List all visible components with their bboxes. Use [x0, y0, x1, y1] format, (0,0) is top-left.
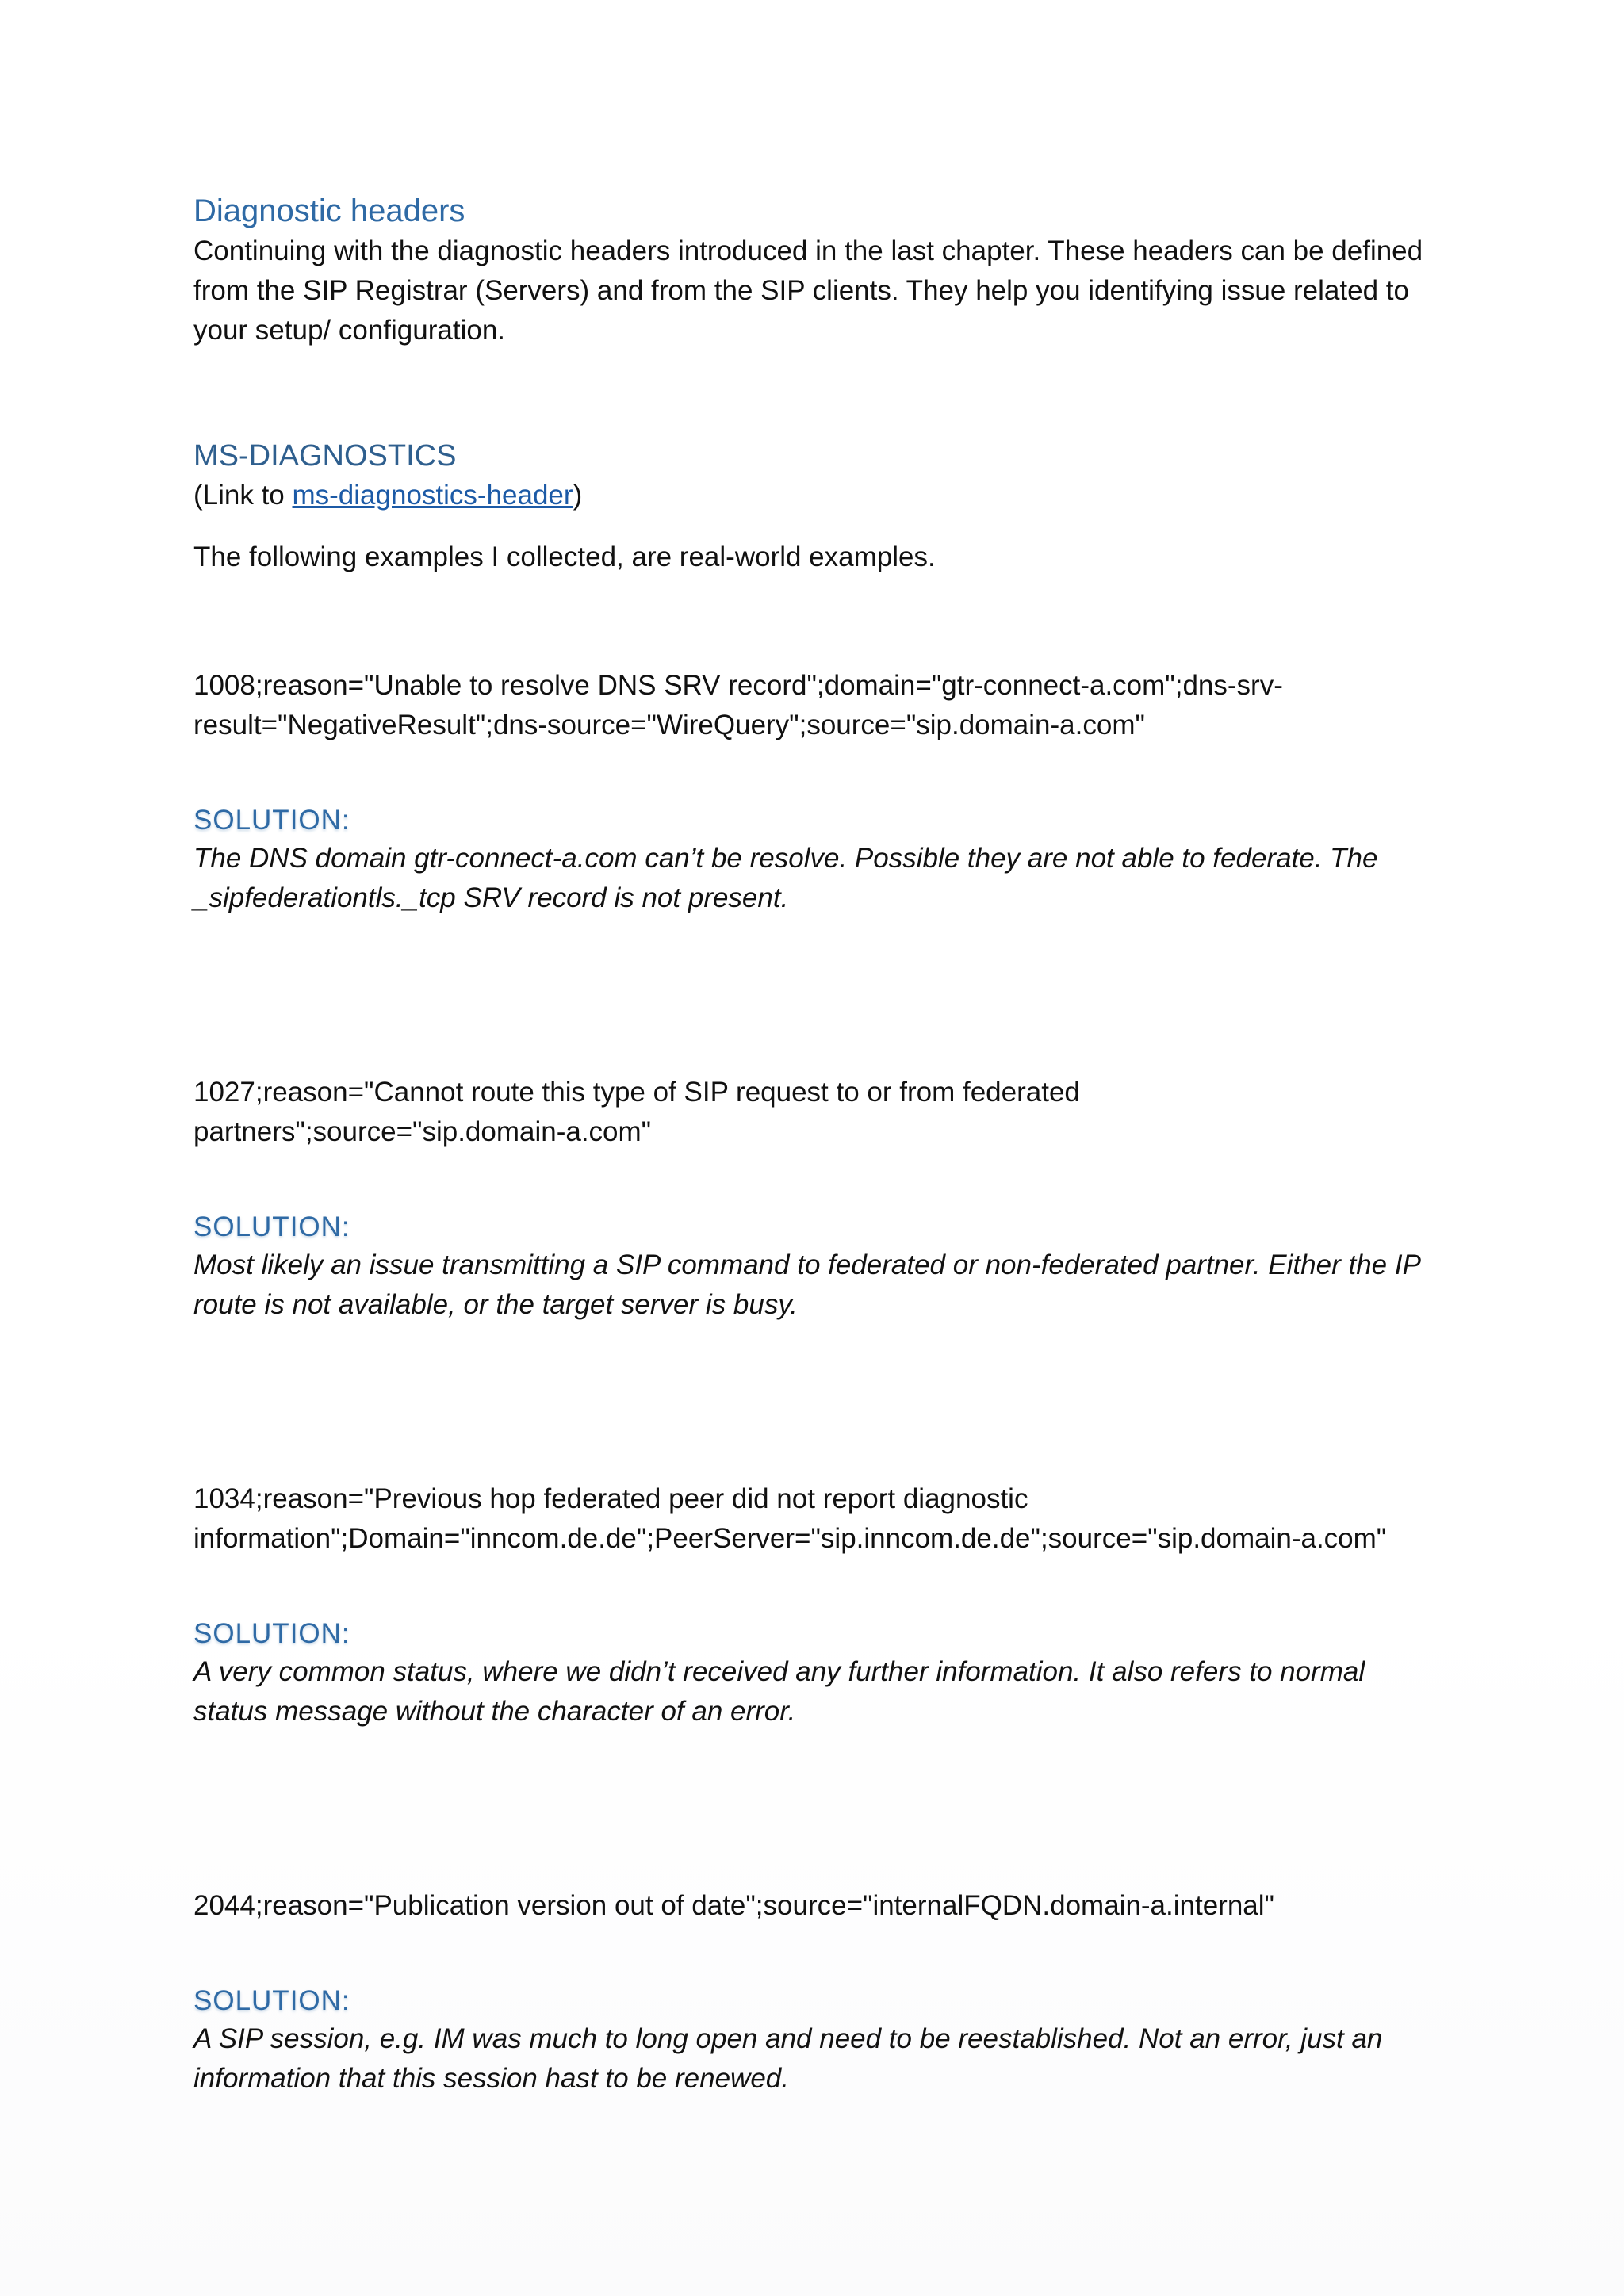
solution-text: The DNS domain gtr-connect-a.com can’t be resolve. Possible they are not able to federate. The _sipfederationtls._tcp SRV record is not present.	[193, 843, 1378, 913]
diagnostic-entry	[193, 1886, 1446, 2099]
ms-diagnostics-header-link[interactable]: ms-diagnostics-header	[292, 480, 573, 511]
solution-text: Most likely an issue transmitting a SIP command to federated or non-federated partner. Either the IP route is not available, or the target server is busy.	[193, 1249, 1420, 1320]
solution-text: A SIP session, e.g. IM was much to long open and need to be reestablished. Not an error, just an information that this session hast to be renewed.	[193, 2023, 1383, 2094]
subsection-ms-diagnostics	[193, 436, 1446, 577]
link-line	[193, 476, 1446, 515]
solution-label: SOLUTION:	[193, 1211, 350, 1242]
solution-label: SOLUTION:	[193, 1618, 350, 1649]
diagnostic-code: 2044;reason="Publication version out of date";source="internalFQDN.domain-a.internal"	[193, 1890, 1274, 1921]
solution-label: SOLUTION:	[193, 805, 350, 836]
section-title: Diagnostic headers	[193, 193, 465, 228]
link-prefix: (Link to	[193, 480, 293, 511]
diagnostic-code: 1034;reason="Previous hop federated peer did not report diagnostic information";Domain="inncom.de.de";PeerServer="sip.inncom.de.de";source="sip.domain-a.com"	[193, 1483, 1387, 1554]
subsection-title: MS-DIAGNOSTICS	[193, 439, 457, 473]
diagnostic-entry	[193, 666, 1446, 918]
solution-label: SOLUTION:	[193, 1985, 350, 2016]
diagnostic-code: 1027;reason="Cannot route this type of SIP request to or from federated partners";source="sip.domain-a.com"	[193, 1077, 1080, 1147]
solution-text: A very common status, where we didn’t received any further information. It also refers to normal status message without the character of an error.	[193, 1656, 1365, 1727]
section-diagnostic-headers	[193, 190, 1446, 350]
link-suffix: )	[573, 480, 583, 511]
diagnostic-entry	[193, 1479, 1446, 1732]
diagnostic-code: 1008;reason="Unable to resolve DNS SRV record";domain="gtr-connect-a.com";dns-srv-result="NegativeResult";dns-source="WireQuery";source="sip.domain-a.com"	[193, 670, 1283, 740]
section-intro: Continuing with the diagnostic headers introduced in the last chapter. These headers can be defined from the SIP Registrar (Servers) and from the SIP clients. They help you identifying issue related to your setup/ configuration.	[193, 235, 1423, 346]
examples-intro: The following examples I collected, are real-world examples.	[193, 541, 936, 572]
diagnostic-entry	[193, 1073, 1446, 1325]
